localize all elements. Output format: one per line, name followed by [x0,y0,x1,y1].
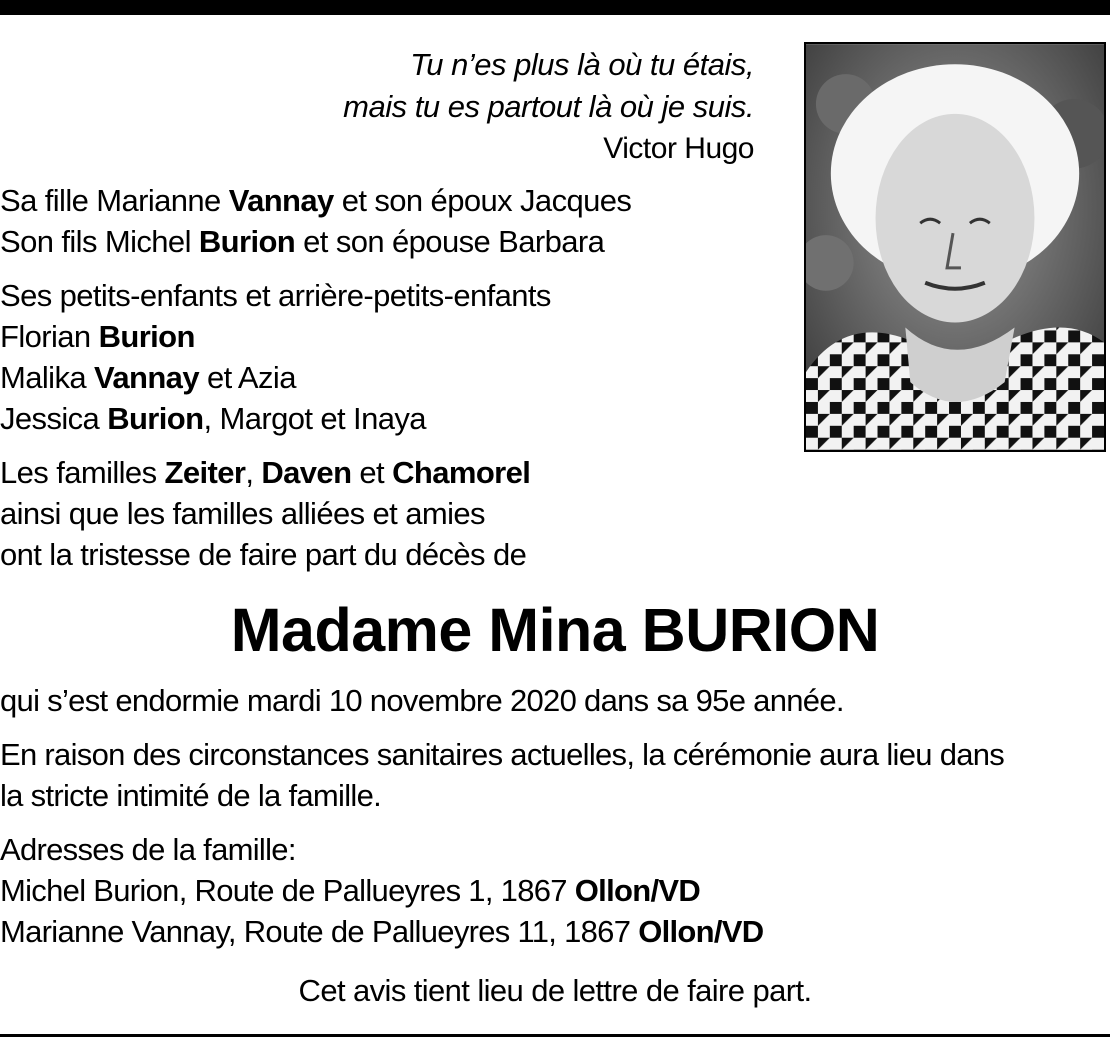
closing-note: Cet avis tient lieu de lettre de faire part. [298,973,812,1008]
death-notice [0,680,1110,721]
grandchildren-intro: Ses petits-enfants et arrière-petits-enfants [0,278,551,313]
children-block [0,180,780,262]
quote-author: Victor Hugo [603,132,754,165]
death-notice-line: qui s’est endormie mardi 10 novembre 2020 dans sa 95e année. [0,683,844,718]
quote-line-2: mais tu es partout là où je suis. [343,89,754,124]
bottom-rule [0,1034,1110,1037]
families-line: Les familles Zeiter, Daven et Chamorel [0,455,531,490]
quote-line-1: Tu n’es plus là où tu étais, [410,47,754,82]
grandchild-line: Florian Burion [0,319,195,354]
deceased-name: Madame Mina BURION [230,596,880,664]
family-announcement [0,180,780,588]
family-addresses [0,829,1110,952]
portrait-photo [804,42,1106,452]
ceremony-line-1: En raison des circonstances sanitaires actuelles, la cérémonie aura lieu dans [0,737,1005,772]
grandchild-line: Jessica Burion, Margot et Inaya [0,401,426,436]
families-line-2: ainsi que les familles alliées et amies [0,496,485,531]
ceremony-line-2: la stricte intimité de la famille. [0,778,382,813]
families-line-3: ont la tristesse de faire part du décès de [0,537,527,572]
grandchild-line: Malika Vannay et Azia [0,360,296,395]
notice-body [0,680,1110,965]
address-line: Michel Burion, Route de Pallueyres 1, 1867 Ollon/VD [0,873,701,908]
portrait-photo-icon [806,44,1104,450]
child-line: Son fils Michel Burion et son épouse Barbara [0,224,605,259]
child-line: Sa fille Marianne Vannay et son époux Jacques [0,183,632,218]
ceremony-notice [0,734,1110,816]
families-block [0,452,780,575]
address-line: Marianne Vannay, Route de Pallueyres 11, 1867 Ollon/VD [0,914,764,949]
addresses-title: Adresses de la famille: [0,832,296,867]
top-rule [0,0,1110,15]
epigraph-quote [343,44,754,170]
grandchildren-block [0,275,780,439]
